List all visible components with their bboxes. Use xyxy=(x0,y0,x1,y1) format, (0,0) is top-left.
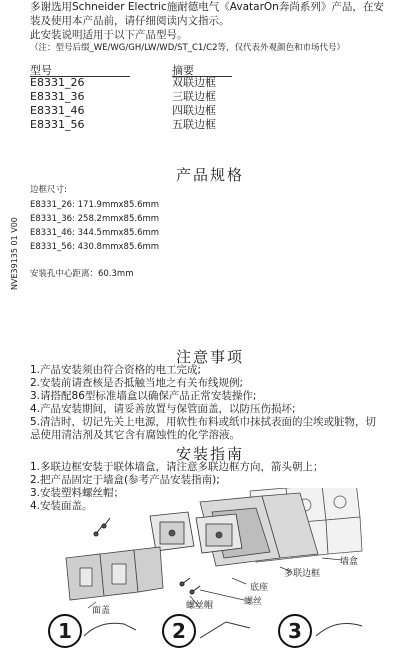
guide-item: 1.多联边框安装于联体墙盒，请注意多联边框方向，箭头朝上； xyxy=(30,461,324,473)
notice-item: 2.安装前请查核是否抵触当地之有关布线规例; xyxy=(30,377,244,389)
hole-distance: 安装孔中心距离：60.3mm xyxy=(30,269,134,279)
guide-item: 3.安装塑料螺丝帽； xyxy=(30,487,125,499)
intro-line-2: 装及使用本产品前，请仔细阅读内文指示。 xyxy=(30,15,230,27)
step-1-illustration xyxy=(80,616,140,640)
notice-item: 1.产品安装须由符合资格的电工完成; xyxy=(30,364,202,376)
frame-size-item: E8331_26: 171.9mmx85.6mm xyxy=(30,200,160,210)
notice-item: 4.产品安装期间，请妥善放置与保管面盖，以防压伤损坏; xyxy=(30,403,296,415)
notice-item: 忌使用清洁剂及其它含有腐蚀性的化学溶液。 xyxy=(30,429,240,441)
frame-size-label: 边框尺寸: xyxy=(30,185,67,195)
guide-title: 安装指南 xyxy=(175,445,244,463)
notice-title: 注意事项 xyxy=(175,348,244,366)
document-code: NVE39135 01 V00 xyxy=(10,217,19,290)
step-number-1: 1 xyxy=(48,614,82,648)
model-cell: E8331_36 xyxy=(30,90,85,103)
label-base: 底座 xyxy=(250,583,269,593)
label-screw-cap: 螺丝帽 xyxy=(186,601,214,611)
guide-item: 4.安装面盖。 xyxy=(30,500,93,512)
guide-item: 2.把产品固定于墙盒(参考产品安装指南); xyxy=(30,474,220,486)
model-cell: E8331_26 xyxy=(30,76,85,89)
intro-line-3: 此安装说明适用于以下产品型号。 xyxy=(30,29,188,41)
model-cell: E8331_46 xyxy=(30,104,85,117)
desc-cell: 四联边框 xyxy=(172,104,216,117)
label-screw: 螺丝 xyxy=(244,597,263,607)
desc-cell: 三联边框 xyxy=(172,90,216,103)
model-cell: E8331_56 xyxy=(30,118,85,131)
notice-item: 3.请搭配86型标准墙盒以确保产品正常安装操作; xyxy=(30,390,257,402)
cover-plates xyxy=(66,547,163,600)
label-multi-frame: 多联边框 xyxy=(284,569,321,579)
spec-title: 产品规格 xyxy=(175,166,244,184)
frame-size-item: E8331_56: 430.8mmx85.6mm xyxy=(30,242,160,252)
desc-header: 摘要 xyxy=(172,64,194,77)
label-cover: 面盖 xyxy=(92,606,111,616)
socket-bases xyxy=(150,512,242,553)
step-number-2: 2 xyxy=(162,614,196,648)
notice-item: 5.清洁时，切记先关上电源，用软性布料或纸巾抹拭表面的尘埃或脏物，切 xyxy=(30,416,377,428)
frame-size-item: E8331_36: 258.2mmx85.6mm xyxy=(30,214,160,224)
label-wall-box: 墙盒 xyxy=(340,557,359,567)
desc-cell: 双联边框 xyxy=(172,76,216,89)
frame-size-item: E8331_46: 344.5mmx85.6mm xyxy=(30,228,160,238)
desc-cell: 五联边框 xyxy=(172,118,216,131)
model-suffix-note: （注：型号后缀_WE/WG/GH/LW/WD/ST_C1/C2等，仅代表外观颜色和市场代号） xyxy=(30,43,346,53)
model-header: 型号 xyxy=(30,64,52,77)
step-2-illustration xyxy=(196,616,256,640)
step-number-3: 3 xyxy=(278,614,312,648)
intro-line-1: 多谢选用Schneider Electric施耐德电气《AvatarOn奔尚系列》产品，在安 xyxy=(30,1,384,13)
step-3-illustration xyxy=(312,616,372,640)
